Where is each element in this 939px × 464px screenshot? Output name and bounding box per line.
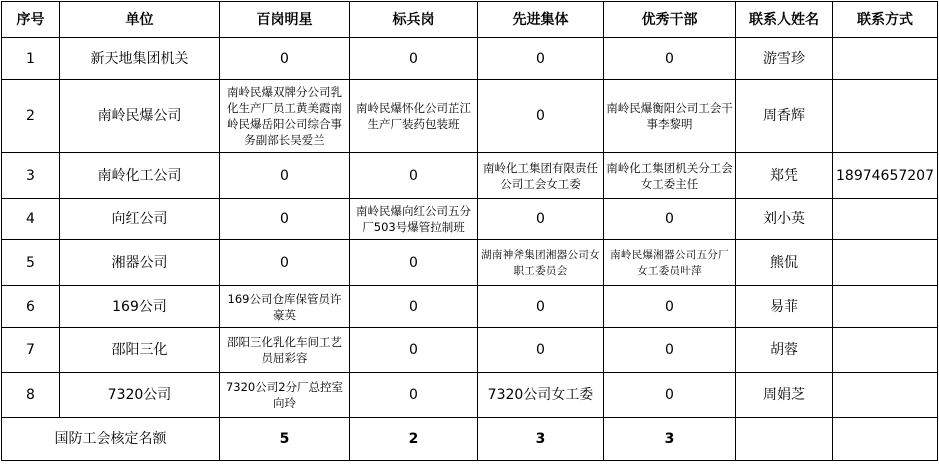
header-advanced-collective: 先进集体: [478, 2, 604, 38]
header-contact-info: 联系方式: [833, 2, 938, 38]
contact-name-cell: 熊侃: [736, 240, 833, 286]
total-label: 国防工会核定名额: [2, 418, 220, 461]
seq-cell: 5: [2, 240, 60, 286]
model-post-cell: 0: [350, 240, 478, 286]
star-cell: 0: [220, 240, 350, 286]
contact-info-cell: [833, 240, 938, 286]
excellent-cadre-cell: 0: [604, 373, 736, 418]
contact-info-cell: [833, 328, 938, 373]
contact-name-cell: 郑凭: [736, 153, 833, 199]
contact-info-cell: [833, 38, 938, 80]
model-post-cell: 0: [350, 373, 478, 418]
star-cell: 7320公司2分厂总控室向玲: [220, 373, 350, 418]
star-cell: 0: [220, 199, 350, 240]
total-advanced-collective: 3: [478, 418, 604, 461]
contact-info-cell: [833, 80, 938, 153]
advanced-collective-cell: 0: [478, 199, 604, 240]
seq-cell: 3: [2, 153, 60, 199]
seq-cell: 4: [2, 199, 60, 240]
excellent-cadre-cell: 0: [604, 328, 736, 373]
contact-info-cell: [833, 199, 938, 240]
header-star: 百岗明星: [220, 2, 350, 38]
model-post-cell: 0: [350, 328, 478, 373]
excellent-cadre-cell: 南岭化工集团机关分工会女工委主任: [604, 153, 736, 199]
header-row: [2, 2, 938, 38]
unit-cell: 169公司: [60, 286, 220, 328]
star-cell: 169公司仓库保管员许豪英: [220, 286, 350, 328]
seq-cell: 7: [2, 328, 60, 373]
total-row: [2, 418, 938, 461]
model-post-cell: 0: [350, 153, 478, 199]
model-post-cell: 0: [350, 38, 478, 80]
seq-cell: 2: [2, 80, 60, 153]
advanced-collective-cell: 湖南神斧集团湘器公司女职工委员会: [478, 240, 604, 286]
excellent-cadre-cell: 0: [604, 38, 736, 80]
advanced-collective-cell: 7320公司女工委: [478, 373, 604, 418]
star-cell: 南岭民爆双牌分公司乳化生产厂员工黄美霞南岭民爆岳阳公司综合事务副部长吴爱兰: [220, 80, 350, 153]
contact-name-cell: 易菲: [736, 286, 833, 328]
star-cell: 0: [220, 153, 350, 199]
unit-cell: 新天地集团机关: [60, 38, 220, 80]
advanced-collective-cell: 南岭化工集团有限责任公司工会女工委: [478, 153, 604, 199]
seq-cell: 6: [2, 286, 60, 328]
star-cell: 邵阳三化乳化车间工艺员屈彩容: [220, 328, 350, 373]
total-model-post: 2: [350, 418, 478, 461]
advanced-collective-cell: 0: [478, 328, 604, 373]
header-model-post: 标兵岗: [350, 2, 478, 38]
contact-name-cell: 游雪珍: [736, 38, 833, 80]
table-row: [2, 240, 938, 286]
model-post-cell: 南岭民爆向红公司五分厂503号爆管拉制班: [350, 199, 478, 240]
excellent-cadre-cell: 南岭民爆湘器公司五分厂女工委员叶萍: [604, 240, 736, 286]
unit-cell: 湘器公司: [60, 240, 220, 286]
table-row: [2, 286, 938, 328]
seq-cell: 1: [2, 38, 60, 80]
contact-name-cell: 周香辉: [736, 80, 833, 153]
unit-cell: 7320公司: [60, 373, 220, 418]
excellent-cadre-cell: 0: [604, 199, 736, 240]
contact-info-cell: [833, 286, 938, 328]
model-post-cell: 南岭民爆怀化公司芷江生产厂装药包装班: [350, 80, 478, 153]
advanced-collective-cell: 0: [478, 286, 604, 328]
nominee-table: [1, 1, 938, 461]
unit-cell: 南岭民爆公司: [60, 80, 220, 153]
total-contact-name: [736, 418, 833, 461]
advanced-collective-cell: 0: [478, 38, 604, 80]
table-row: [2, 80, 938, 153]
model-post-cell: 0: [350, 286, 478, 328]
seq-cell: 8: [2, 373, 60, 418]
unit-cell: 邵阳三化: [60, 328, 220, 373]
total-contact-info: [833, 418, 938, 461]
star-cell: 0: [220, 38, 350, 80]
table-row: [2, 153, 938, 199]
table-row: [2, 38, 938, 80]
header-seq: 序号: [2, 2, 60, 38]
table-row: [2, 328, 938, 373]
header-unit: 单位: [60, 2, 220, 38]
unit-cell: 向红公司: [60, 199, 220, 240]
contact-name-cell: 周娟芝: [736, 373, 833, 418]
unit-cell: 南岭化工公司: [60, 153, 220, 199]
excellent-cadre-cell: 南岭民爆衡阳公司工会干事李黎明: [604, 80, 736, 153]
advanced-collective-cell: 0: [478, 80, 604, 153]
total-excellent-cadre: 3: [604, 418, 736, 461]
table-row: [2, 373, 938, 418]
header-excellent-cadre: 优秀干部: [604, 2, 736, 38]
contact-name-cell: 胡蓉: [736, 328, 833, 373]
table-row: [2, 199, 938, 240]
total-star: 5: [220, 418, 350, 461]
contact-info-cell: [833, 373, 938, 418]
contact-info-cell: 18974657207: [833, 153, 938, 199]
header-contact-name: 联系人姓名: [736, 2, 833, 38]
excellent-cadre-cell: 0: [604, 286, 736, 328]
contact-name-cell: 刘小英: [736, 199, 833, 240]
